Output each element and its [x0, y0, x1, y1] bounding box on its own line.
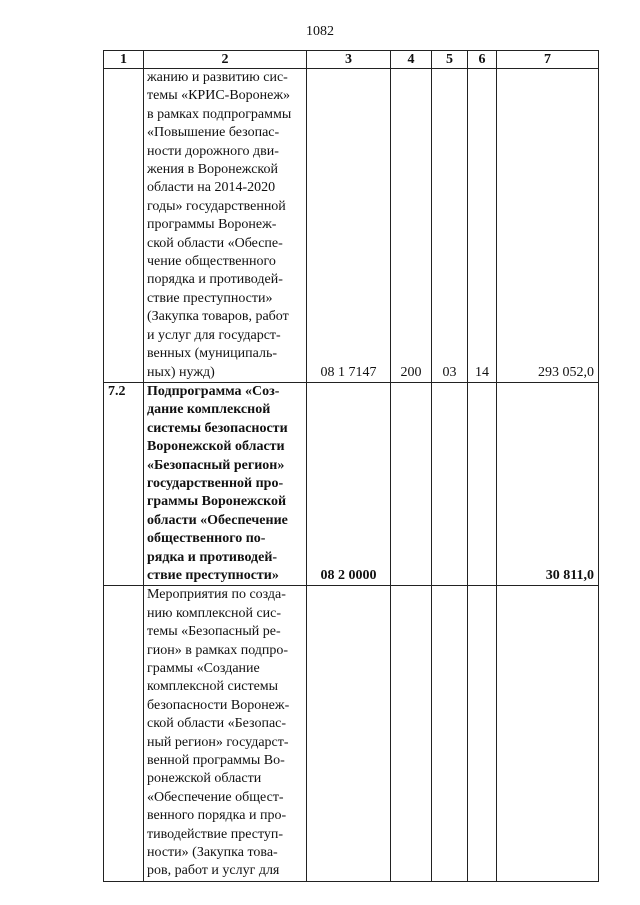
- row-expense-type: 200: [391, 69, 432, 383]
- row-subsection: [468, 382, 497, 585]
- budget-table: [103, 50, 599, 882]
- row-index: 7.2: [104, 382, 144, 585]
- row-subsection: [468, 586, 497, 882]
- row-target-code: 08 2 0000: [307, 382, 391, 585]
- header-col-2: 2: [144, 51, 307, 69]
- row-amount: 30 811,0: [497, 382, 599, 585]
- table-header-row: [104, 51, 599, 69]
- row-amount: [497, 586, 599, 882]
- row-target-code: [307, 586, 391, 882]
- table-row: [104, 69, 599, 383]
- table-row: [104, 382, 599, 585]
- row-expense-type: [391, 586, 432, 882]
- row-amount: 293 052,0: [497, 69, 599, 383]
- header-col-5: 5: [432, 51, 468, 69]
- header-col-3: 3: [307, 51, 391, 69]
- row-section: 03: [432, 69, 468, 383]
- row-section: [432, 586, 468, 882]
- page-number: 1082: [306, 24, 334, 39]
- row-description: жанию и развитию сис- темы «КРИС-Воронеж» в рамках подпрограммы «Повышение безопас- ности дорожного дви- жения в Воронежской области на 2014-2020 годы» государственной программы Воронеж- ской области «Обеспе- чение общественного порядка и противодей- ствие преступности» (Закупка товаров, работ и услуг для государст- венных (муниципаль- ных) нужд): [144, 69, 307, 383]
- table-row: [104, 586, 599, 882]
- row-target-code: 08 1 7147: [307, 69, 391, 383]
- row-subsection: 14: [468, 69, 497, 383]
- row-expense-type: [391, 382, 432, 585]
- row-description: Подпрограмма «Соз- дание комплексной системы безопасности Воронежской области «Безопасный регион» государственной про- граммы Воронежской области «Обеспечение общественного по- рядка и противодей- ствие преступности»: [144, 382, 307, 585]
- header-col-7: 7: [497, 51, 599, 69]
- row-description: Мероприятия по созда- нию комплексной сис- темы «Безопасный ре- гион» в рамках подпро- граммы «Создание комплексной системы безопасности Воронеж- ской области «Безопас- ный регион» государст- венной программы Во- ронежской области «Обеспечение общест- венного порядка и про- тиводействие преступ- ности» (Закупка това- ров, работ и услуг для: [144, 586, 307, 882]
- header-col-6: 6: [468, 51, 497, 69]
- row-section: [432, 382, 468, 585]
- row-index: [104, 69, 144, 383]
- row-index: [104, 586, 144, 882]
- header-col-4: 4: [391, 51, 432, 69]
- header-col-1: 1: [104, 51, 144, 69]
